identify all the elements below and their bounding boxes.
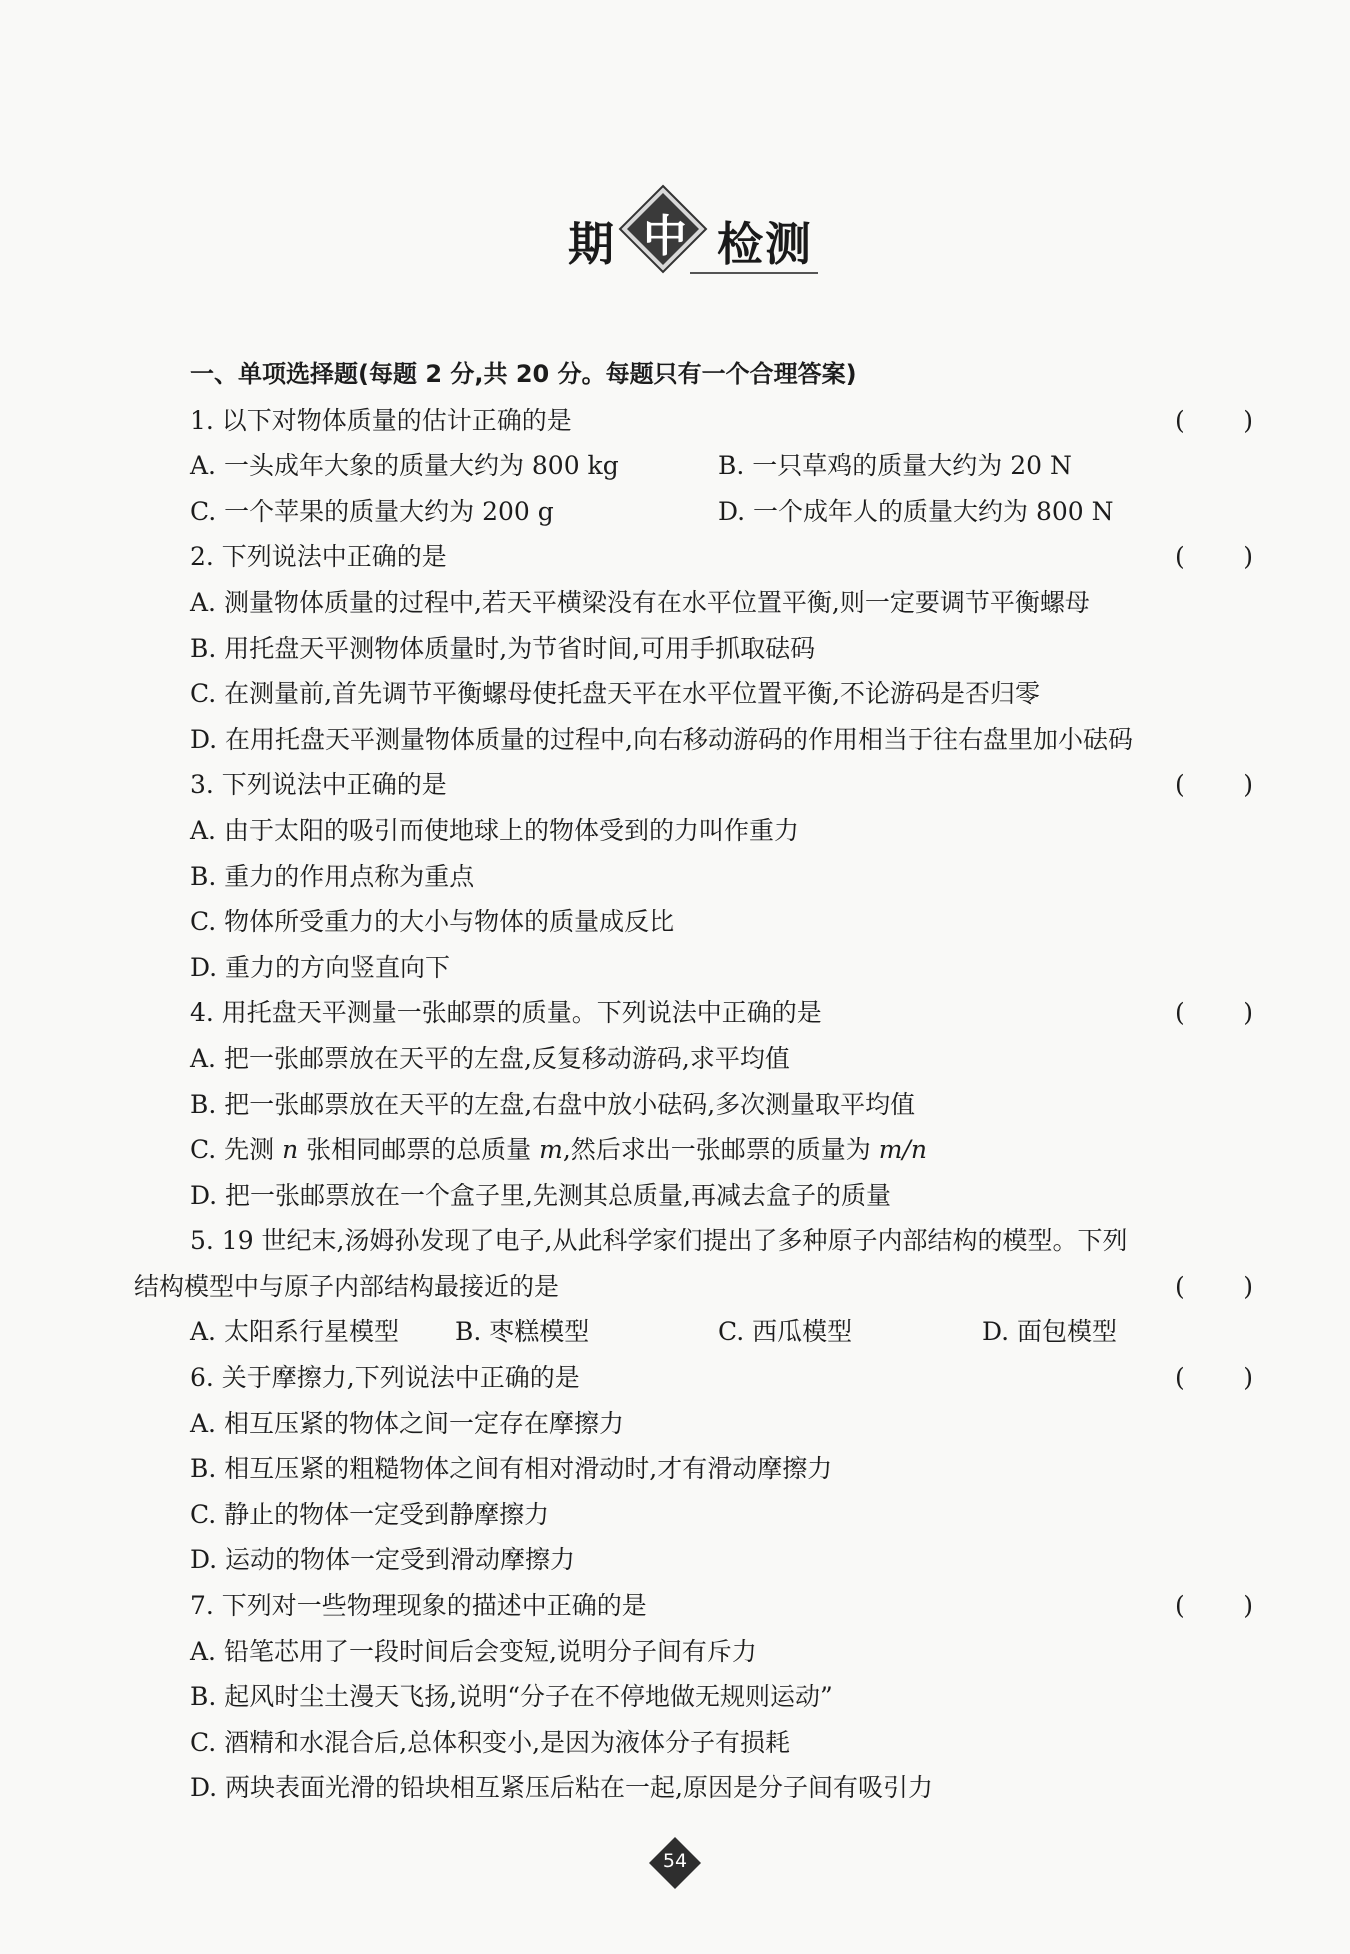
question-1-options-cd — [0, 489, 1350, 535]
answer-bracket: ( ) — [1175, 1363, 1253, 1393]
option-c: C. 静止的物体一定受到静摩擦力 — [190, 1499, 550, 1529]
option-c: C. 先测 n 张相同邮票的总质量 m,然后求出一张邮票的质量为 m/n — [190, 1135, 927, 1165]
question-list — [0, 352, 1350, 1811]
question-4 — [0, 990, 1350, 1036]
option-a: A. 一头成年大象的质量大约为 800 kg — [190, 451, 619, 481]
question-7 — [0, 1583, 1350, 1629]
title-char-2: 中 — [643, 211, 687, 262]
option-a: A. 相互压紧的物体之间一定存在摩擦力 — [190, 1408, 624, 1438]
question-1 — [0, 398, 1350, 444]
option-c: C. 在测量前,首先调节平衡螺母使托盘天平在水平位置平衡,不论游码是否归零 — [190, 679, 1041, 709]
option-b: B. 用托盘天平测物体质量时,为节省时间,可用手抓取砝码 — [190, 633, 816, 663]
option-d: D. 面包模型 — [982, 1317, 1118, 1347]
option-b: B. 重力的作用点称为重点 — [190, 861, 475, 891]
question-5-stem-line-1: 5. 19 世纪末,汤姆孙发现了电子,从此科学家们提出了多种原子内部结构的模型。下列 — [190, 1226, 1128, 1256]
answer-bracket: ( ) — [1175, 1591, 1253, 1621]
question-6 — [0, 1355, 1350, 1401]
option-b: B. 起风时尘土漫天飞扬,说明“分子在不停地做无规则运动” — [190, 1682, 833, 1712]
option-c: C. 一个苹果的质量大约为 200 g — [190, 496, 554, 526]
answer-bracket: ( ) — [1175, 405, 1253, 435]
option-d: D. 两块表面光滑的铅块相互紧压后粘在一起,原因是分子间有吸引力 — [190, 1773, 933, 1803]
question-5 — [0, 1264, 1350, 1310]
option-b: B. 把一张邮票放在天平的左盘,右盘中放小砝码,多次测量取平均值 — [190, 1089, 916, 1119]
section-heading: 一、单项选择题(每题 2 分,共 20 分。每题只有一个合理答案) — [190, 360, 857, 388]
option-d: D. 重力的方向竖直向下 — [190, 952, 451, 982]
question-7-stem: 7. 下列对一些物理现象的描述中正确的是 — [190, 1591, 647, 1621]
question-5-options — [0, 1309, 1350, 1355]
option-d: D. 把一张邮票放在一个盒子里,先测其总质量,再减去盒子的质量 — [190, 1180, 891, 1210]
title-underline — [690, 272, 818, 274]
option-b: B. 相互压紧的粗糙物体之间有相对滑动时,才有滑动摩擦力 — [190, 1454, 833, 1484]
answer-bracket: ( ) — [1175, 542, 1253, 572]
question-5-stem-line-2: 结构模型中与原子内部结构最接近的是 — [134, 1271, 560, 1301]
option-a: A. 由于太阳的吸引而使地球上的物体受到的力叫作重力 — [190, 815, 799, 845]
option-c: C. 物体所受重力的大小与物体的质量成反比 — [190, 907, 675, 937]
question-1-options-ab — [0, 443, 1350, 489]
option-c: C. 酒精和水混合后,总体积变小,是因为液体分子有损耗 — [190, 1727, 791, 1757]
question-1-stem: 1. 以下对物体质量的估计正确的是 — [190, 405, 572, 435]
option-d: D. 运动的物体一定受到滑动摩擦力 — [190, 1545, 576, 1575]
option-a: A. 测量物体质量的过程中,若天平横梁没有在水平位置平衡,则一定要调节平衡螺母 — [190, 587, 1090, 617]
question-3-stem: 3. 下列说法中正确的是 — [190, 770, 447, 800]
option-a: A. 铅笔芯用了一段时间后会变短,说明分子间有斥力 — [190, 1636, 757, 1666]
title-char-1: 期 — [568, 217, 616, 271]
question-2 — [0, 534, 1350, 580]
option-d: D. 一个成年人的质量大约为 800 N — [718, 496, 1114, 526]
option-a: A. 把一张邮票放在天平的左盘,反复移动游码,求平均值 — [190, 1043, 790, 1073]
page-number: 54 — [662, 1850, 688, 1872]
answer-bracket: ( ) — [1175, 998, 1253, 1028]
question-6-stem: 6. 关于摩擦力,下列说法中正确的是 — [190, 1363, 580, 1393]
answer-bracket: ( ) — [1175, 770, 1253, 800]
question-2-stem: 2. 下列说法中正确的是 — [190, 542, 447, 572]
option-b: B. 枣糕模型 — [455, 1317, 590, 1347]
question-4-stem: 4. 用托盘天平测量一张邮票的质量。下列说法中正确的是 — [190, 998, 822, 1028]
title-char-3: 检测 — [717, 217, 813, 271]
question-3 — [0, 762, 1350, 808]
option-b: B. 一只草鸡的质量大约为 20 N — [718, 451, 1072, 481]
option-c: C. 西瓜模型 — [718, 1317, 853, 1347]
page-title — [0, 178, 1350, 288]
option-d: D. 在用托盘天平测量物体质量的过程中,向右移动游码的作用相当于往右盘里加小砝码 — [190, 724, 1133, 754]
answer-bracket: ( ) — [1175, 1271, 1253, 1301]
option-a: A. 太阳系行星模型 — [190, 1317, 399, 1347]
